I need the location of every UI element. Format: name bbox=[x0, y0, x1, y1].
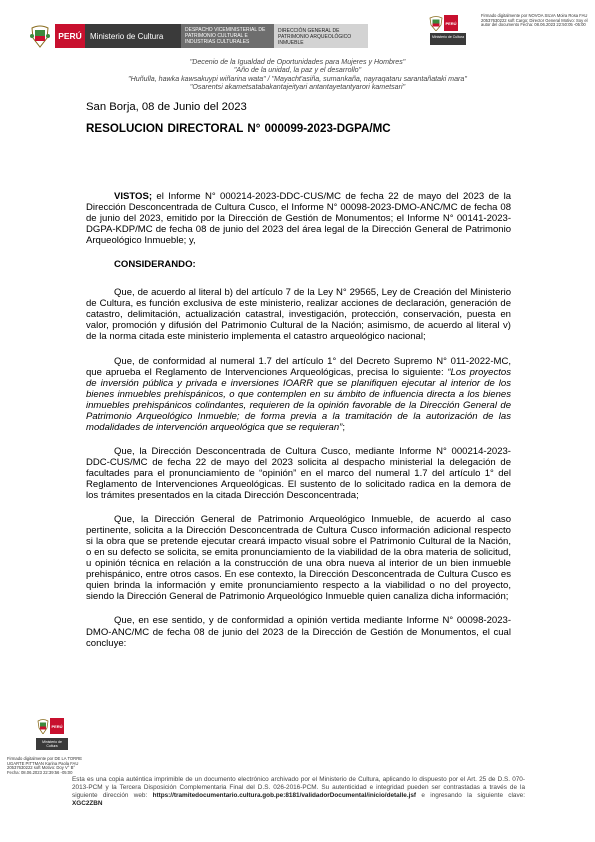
quoted-text: “Los proyectos de inversión pública y privada e inversiones IOARR que se planifiquen ejecutar al interior de los bienes inmuebles prehispánicos, o que contemplen en su ámbito de influencia directa a los bienes inmuebles prehispánicos colindantes, requieren de la opinión favorable de la Dirección General de Patrimonio Arqueológico Inmueble; de forma previa a la tramitación de la autorización de las modalidades de intervención arqueológica que se requieran” bbox=[86, 366, 511, 433]
mottos bbox=[0, 58, 595, 92]
considerando-heading: CONSIDERANDO: bbox=[114, 259, 196, 271]
coat-of-arms-icon bbox=[36, 718, 50, 734]
paragraph-end: ; bbox=[342, 421, 346, 433]
digital-signature-text: Firmado digitalmente por DE LA TORRE UGARTE PITTMAN Karina Paola FAU 20537630222 soft Motivo: Doy V° B° Fecha: 08.06.2023 22:39:56 -05:00 bbox=[7, 756, 83, 775]
validation-key: XGC2ZBN bbox=[72, 800, 103, 807]
vistos-label: VISTOS; bbox=[114, 191, 153, 202]
ministry-label: Ministerio de Cultura bbox=[85, 24, 181, 48]
paragraph: Que, en ese sentido, y de conformidad a opinión vertida mediante Informe N° 00098-2023-DMO-ANC/MC de fecha 08 de junio del 2023 de la Dirección de Gestión de Monumentos, el cual concluye: bbox=[86, 615, 511, 649]
footer-text: e ingresando la siguiente clave: bbox=[416, 792, 525, 799]
resolution-title: RESOLUCION DIRECTORAL N° 000099-2023-DGPA/MC bbox=[86, 122, 391, 135]
motto-line: "Osarentsi akametsatabakantajeityari antantayetantyarori kametsari" bbox=[189, 83, 406, 92]
signature-peru-logo: PERÚ bbox=[50, 718, 64, 734]
paragraph: Que, de acuerdo al literal b) del artículo 7 de la Ley N° 29565, Ley de Creación del Ministerio de Cultura, es función exclusiva de este ministerio, realizar acciones de declaración, generación de catastro, delimitación, actualización catastral, investigación, protección, conservación, puesta en valor, promoción y difusión del Patrimonio Cultural de la Nación; asimismo, de acuerdo al literal v) de la norma citada este ministerio implementa el catastro arqueológico nacional; bbox=[86, 287, 511, 343]
paragraph-text: Que, de conformidad al numeral 1.7 del artículo 1° del Decreto Supremo N° 011-2022-MC, que aprueba el Reglamento de Intervenciones Arqueológicas, precisa lo siguiente: bbox=[86, 355, 511, 378]
coat-of-arms-icon bbox=[29, 24, 51, 48]
digital-signature-text: Firmado digitalmente por NOVOA SILVA Moira Rosa FAU 20537630222 soft Cargo: Director General Motivo: Soy el autor del documento Fecha: 08.06.2023 22:50:05 -05:00 bbox=[481, 13, 588, 28]
footer-text: Esta es una copia auténtica imprimible de un documento electrónico archivado por el Ministerio de Cultura, aplicando lo dispuesto por el Art. 25 de D.S. 070-2013-PCM y la Tercera Disposición Complementaria Final del D.S. 026-2016-PCM. Su autenticidad e integridad pueden ser contrastadas a través de la siguiente dirección web: bbox=[72, 776, 525, 799]
signature-ministry-label: Ministerio de Cultura bbox=[430, 33, 466, 45]
motto-line: "Año de la unidad, la paz y el desarrollo" bbox=[233, 66, 362, 75]
motto-line: "Huñulla, hawka kawsakuypi wiñarina wata" / "Mayacht'asiña, sumankaña, nayraqataru sarantañataki mara" bbox=[128, 74, 467, 83]
document-date: San Borja, 08 de Junio del 2023 bbox=[86, 101, 247, 113]
motto-line: "Decenio de la Igualdad de Oportunidades para Mujeres y Hombres" bbox=[189, 58, 406, 66]
peru-logo: PERÚ bbox=[55, 24, 85, 48]
paragraph: Que, la Dirección Desconcentrada de Cultura Cusco, mediante Informe N° 000214-2023-DDC-CUS/MC de fecha 22 de mayo del 2023 solicita al despacho ministerial la delegación de facultades para el pronunciamiento de “opinión” en el marco del numeral 1.7 del artículo 1° del Reglamento de Intervenciones Arqueológicas. El sustento de lo solicitado radica en la demora de los trámites presentados en la citada Dirección Desconcentrada; bbox=[86, 445, 511, 502]
directorate-label: DIRECCIÓN GENERAL DE PATRIMONIO ARQUEOLÓGICO INMUEBLE bbox=[274, 24, 368, 48]
paragraph: Que, la Dirección General de Patrimonio Arqueológico Inmueble, de acuerdo al caso pertinente, solicita a la Dirección Desconcentrada de Cultura Cusco información adicional respecto si la obra que se pretende ejecutar creará impacto visual sobre el Patrimonio Cultural de la Nación, o en su defecto se solicita, se emita pronunciamiento de la viabilidad de la obra materia de solicitud, u opinión técnica en relación a la construcción de una obra nueva al interior de un bien inmueble prehispánico, entre otros casos. En ese contexto, la Dirección Desconcentrada de Cultura Cusco es quien brinda la información y emite pronunciamiento respecto a la viabilidad o no del proyecto, siendo la Dirección General de Patrimonio Arqueológico Inmueble quien canaliza dicha información; bbox=[86, 514, 511, 603]
paragraph bbox=[86, 356, 511, 433]
authenticity-footer bbox=[72, 776, 525, 808]
signature-ministry-label: Ministerio de Cultura bbox=[36, 738, 68, 750]
vistos-text: el Informe N° 000214-2023-DDC-CUS/MC de fecha 22 de mayo del 2023 de la Dirección Desconcentrada de Cultura Cusco, el Informe N° 00098-2023-DMO-ANC/MC de fecha 08 de junio del 2023, emitido por la Dirección de Gestión de Monumentos; el Informe N° 00141-2023-DGPA-KDP/MC de fecha 08 de junio del 2023 del área legal de la Dirección General de Patrimonio Arqueológico Inmueble; y, bbox=[86, 191, 511, 247]
coat-of-arms-icon bbox=[428, 15, 444, 31]
signature-peru-logo: PERÚ bbox=[444, 15, 458, 31]
department-label: DESPACHO VICEMINISTERIAL DE PATRIMONIO CULTURAL E INDUSTRIAS CULTURALES bbox=[181, 24, 274, 48]
vistos-paragraph bbox=[86, 191, 511, 246]
document-body bbox=[86, 191, 511, 662]
validation-link[interactable]: https://tramitedocumentario.cultura.gob.pe:8181/validadorDocumental/inicio/detalle.jsf bbox=[152, 792, 417, 799]
